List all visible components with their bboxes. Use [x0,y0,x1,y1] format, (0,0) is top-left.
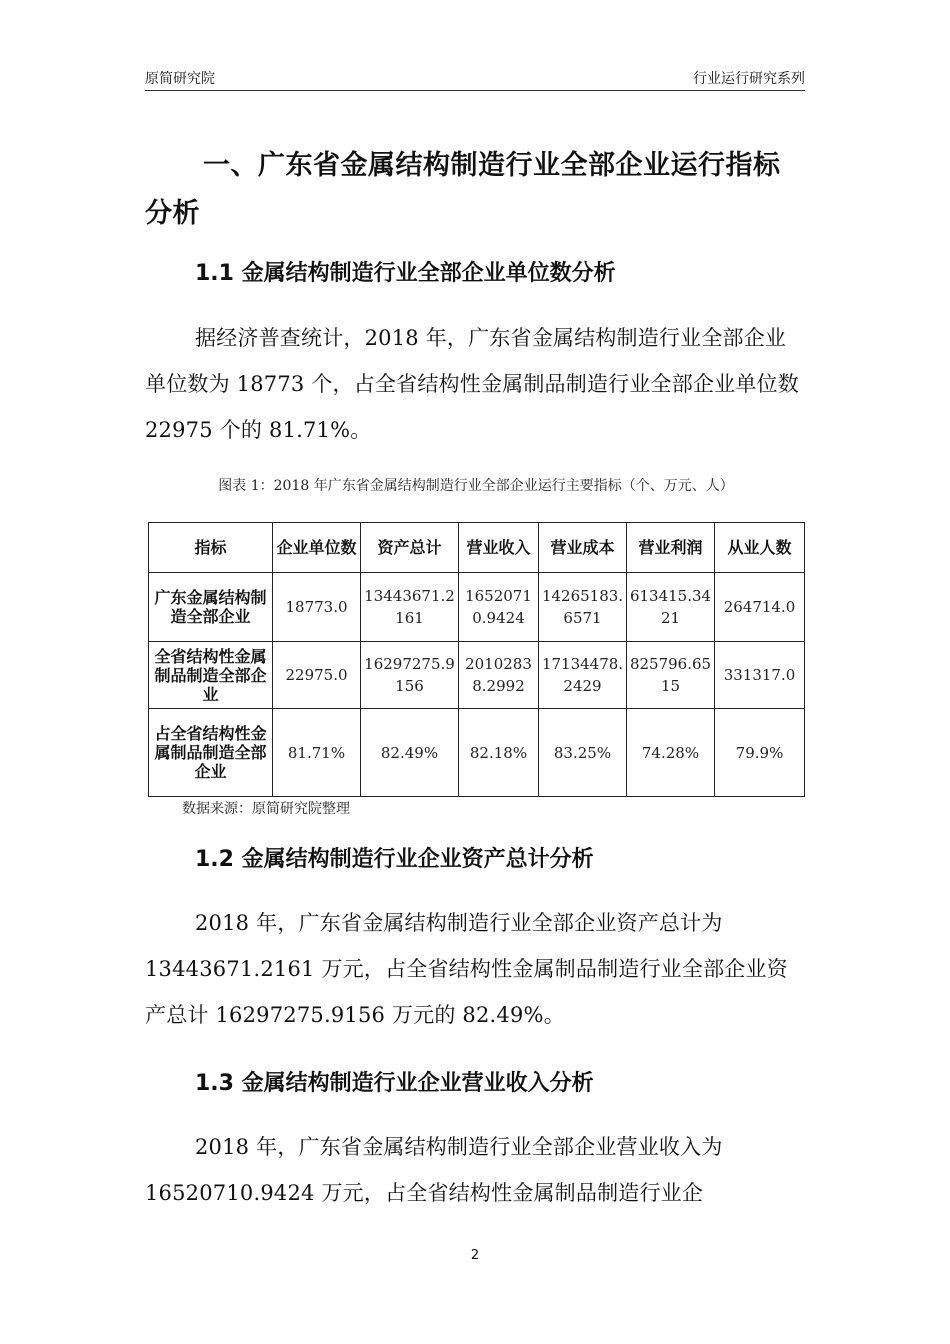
section-title: 一、广东省金属结构制造行业全部企业运行指标分析 [145,150,781,229]
header-cell-revenue: 营业收入 [459,523,539,573]
header-cell-cost: 营业成本 [539,523,627,573]
table-cell: 613415.3421 [627,573,715,642]
header-cell-employees: 从业人数 [715,523,805,573]
indicator-table [148,522,805,797]
row-label: 广东金属结构制造全部企业 [149,573,273,642]
table-row [149,709,805,797]
table-cell: 22975.0 [273,642,361,709]
table-cell: 264714.0 [715,573,805,642]
header-cell-units: 企业单位数 [273,523,361,573]
table-cell: 16520710.9424 [459,573,539,642]
table-cell: 13443671.2161 [361,573,459,642]
table-cell: 83.25% [539,709,627,797]
row-label: 占全省结构性金属制品制造全部企业 [149,709,273,797]
table-source-note: 数据来源：原简研究院整理 [182,801,350,817]
table-cell: 18773.0 [273,573,361,642]
paragraph-1-3: 2018 年，广东省金属结构制造行业全部企业营业收入为 16520710.9424 万元，占全省结构性金属制品制造行业企 [145,1135,723,1205]
header-cell-indicator: 指标 [149,523,273,573]
row-label: 全省结构性金属制品制造全部企业 [149,642,273,709]
table-header-row [149,523,805,573]
page-number: 2 [470,1248,480,1263]
table-cell: 74.28% [627,709,715,797]
subsection-title-1-1: 1.1 金属结构制造行业全部企业单位数分析 [195,261,616,286]
header-left-text: 原简研究院 [145,71,215,87]
table-cell: 16297275.9156 [361,642,459,709]
subsection-title-1-2: 1.2 金属结构制造行业企业资产总计分析 [195,847,594,872]
header-cell-profit: 营业利润 [627,523,715,573]
header-cell-assets: 资产总计 [361,523,459,573]
paragraph-1-2: 2018 年，广东省金属结构制造行业全部企业资产总计为 13443671.2161 万元，占全省结构性金属制品制造行业全部企业资产总计 16297275.9156 万元的 82.49%。 [145,911,788,1027]
table-cell: 14265183.6571 [539,573,627,642]
subsection-title-1-3: 1.3 金属结构制造行业企业营业收入分析 [195,1071,594,1096]
paragraph-1-1: 据经济普查统计，2018 年，广东省金属结构制造行业全部企业单位数为 18773 个，占全省结构性金属制品制造行业全部企业单位数 22975 个的 81.71%。 [145,326,799,442]
table-row [149,642,805,709]
table-cell: 825796.6515 [627,642,715,709]
table-cell: 17134478.2429 [539,642,627,709]
table-cell: 79.9% [715,709,805,797]
table-cell: 331317.0 [715,642,805,709]
table-cell: 82.49% [361,709,459,797]
table-cell: 82.18% [459,709,539,797]
table-cell: 81.71% [273,709,361,797]
header-right-text: 行业运行研究系列 [693,71,805,87]
table-row [149,573,805,642]
table-cell: 20102838.2992 [459,642,539,709]
page-header [145,64,805,91]
table-caption: 图表 1：2018 年广东省金属结构制造行业全部企业运行主要指标（个、万元、人） [218,478,734,494]
